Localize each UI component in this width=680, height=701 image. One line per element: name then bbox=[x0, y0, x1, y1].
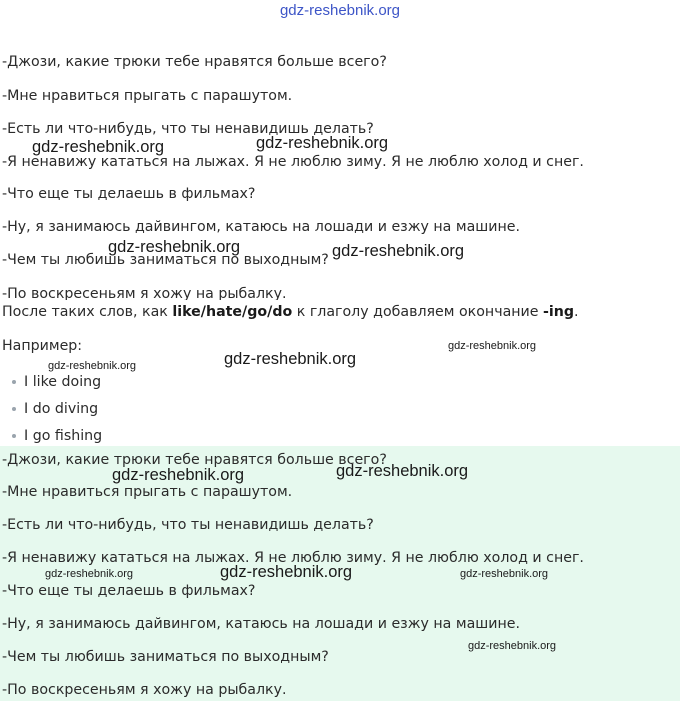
watermark: gdz-reshebnik.org bbox=[112, 466, 245, 484]
answer-line: -Мне нравиться прыгать с парашутом. bbox=[2, 484, 293, 500]
bullet-icon bbox=[12, 434, 16, 438]
watermark: gdz-reshebnik.org bbox=[108, 238, 241, 256]
site-header-link[interactable]: gdz-reshebnik.org bbox=[279, 2, 401, 19]
watermark: gdz-reshebnik.org bbox=[48, 360, 137, 372]
dialogue-line: -Джози, какие трюки тебе нравятся больше всего? bbox=[2, 54, 387, 70]
rule-words: like/hate/go/do bbox=[172, 304, 293, 320]
rule-middle: к глаголу добавляем окончание bbox=[292, 304, 544, 320]
bullet-icon bbox=[12, 407, 16, 411]
dialogue-line: -Есть ли что-нибудь, что ты ненавидишь делать? bbox=[2, 121, 374, 137]
dialogue-line: -Что еще ты делаешь в фильмах? bbox=[2, 186, 256, 202]
answer-line: -Есть ли что-нибудь, что ты ненавидишь делать? bbox=[2, 517, 374, 533]
rule-suffix: . bbox=[574, 304, 579, 320]
watermark: gdz-reshebnik.org bbox=[220, 563, 353, 581]
example-item: I like doing bbox=[12, 374, 101, 390]
answer-line: -Чем ты любишь заниматься по выходным? bbox=[2, 649, 329, 665]
dialogue-line: -Ну, я занимаюсь дайвингом, катаюсь на лошади и езжу на машине. bbox=[2, 219, 520, 235]
watermark: gdz-reshebnik.org bbox=[45, 568, 134, 580]
answer-line: -Что еще ты делаешь в фильмах? bbox=[2, 583, 256, 599]
answer-line: -Ну, я занимаюсь дайвингом, катаюсь на лошади и езжу на машине. bbox=[2, 616, 520, 632]
rule-prefix: После таких слов, как bbox=[2, 304, 173, 320]
watermark: gdz-reshebnik.org bbox=[448, 340, 537, 352]
watermark: gdz-reshebnik.org bbox=[32, 138, 165, 156]
grammar-rule bbox=[2, 302, 579, 322]
watermark: gdz-reshebnik.org bbox=[332, 242, 465, 260]
bullet-icon bbox=[12, 380, 16, 384]
rule-ending: -ing bbox=[543, 304, 575, 320]
answer-line: -Я ненавижу кататься на лыжах. Я не люблю зиму. Я не люблю холод и снег. bbox=[2, 550, 584, 566]
answer-line: -По воскресеньям я хожу на рыбалку. bbox=[2, 682, 287, 698]
dialogue-line: -Я ненавижу кататься на лыжах. Я не люблю зиму. Я не люблю холод и снег. bbox=[2, 154, 584, 170]
dialogue-line: -Чем ты любишь заниматься по выходным? bbox=[2, 252, 329, 268]
dialogue-line: -Мне нравиться прыгать с парашутом. bbox=[2, 88, 293, 104]
watermark: gdz-reshebnik.org bbox=[460, 568, 549, 580]
answer-line: -Джози, какие трюки тебе нравятся больше всего? bbox=[2, 452, 387, 468]
example-item: I do diving bbox=[12, 401, 98, 417]
dialogue-line: -По воскресеньям я хожу на рыбалку. bbox=[2, 286, 287, 300]
watermark: gdz-reshebnik.org bbox=[256, 134, 389, 152]
watermark: gdz-reshebnik.org bbox=[468, 640, 557, 652]
watermark: gdz-reshebnik.org bbox=[224, 350, 357, 368]
watermark: gdz-reshebnik.org bbox=[336, 462, 469, 480]
example-label: Например: bbox=[2, 338, 83, 354]
example-item: I go fishing bbox=[12, 428, 102, 444]
